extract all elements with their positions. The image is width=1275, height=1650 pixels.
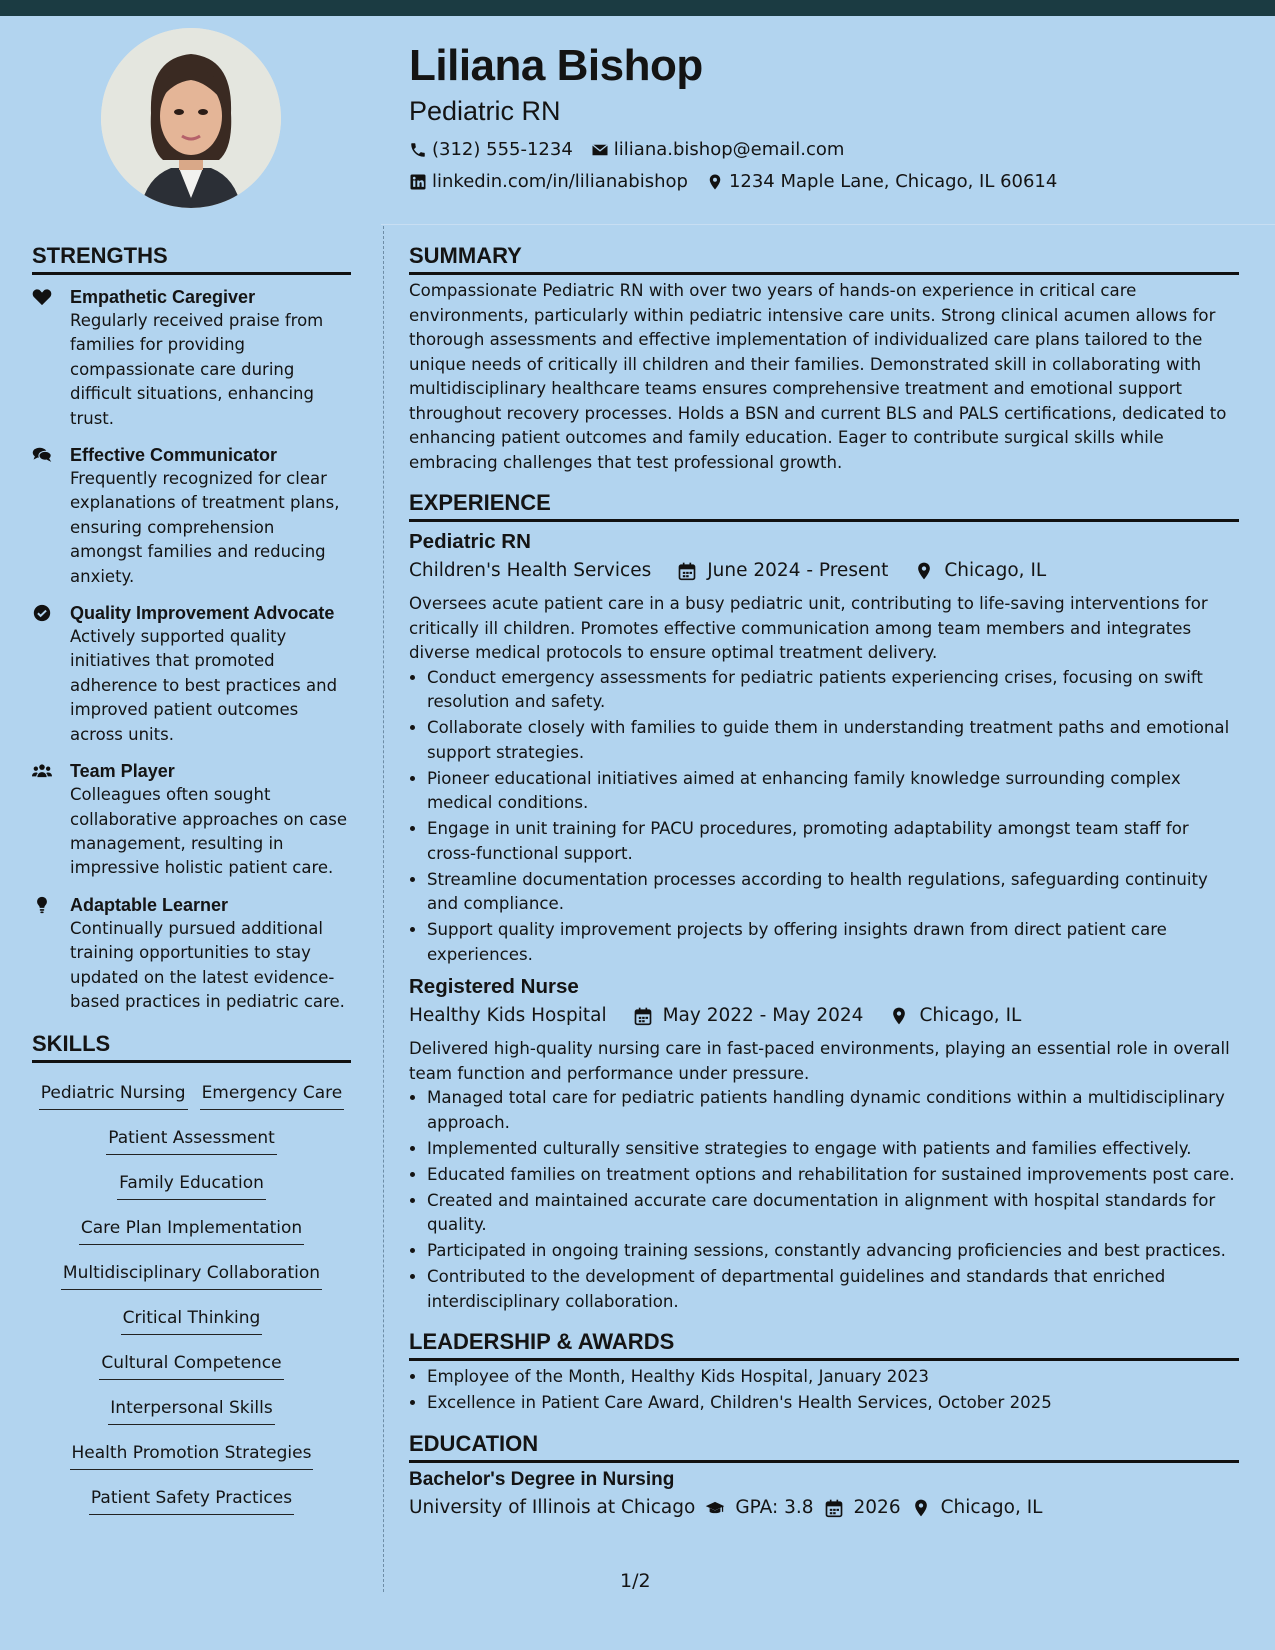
address-contact — [706, 166, 1057, 198]
bullet-item: • Contributed to the development of departmental guidelines and standards that enriched interdisciplinary collaboration. — [427, 1265, 1239, 1314]
job-dates: June 2024 - Present — [707, 560, 889, 581]
lightbulb-icon — [32, 893, 56, 1015]
job-dates: May 2022 - May 2024 — [662, 1005, 864, 1026]
strength-title: Adaptable Learner — [70, 894, 229, 915]
experience-heading: EXPERIENCE — [409, 489, 1239, 522]
column-divider — [383, 226, 384, 1592]
bullet-item: • Conduct emergency assessments for pediatric patients experiencing crises, focusing on swift resolution and safety. — [427, 666, 1239, 715]
graduation-cap-icon — [705, 1498, 725, 1518]
contact-row-1 — [409, 134, 1249, 166]
strength-item — [32, 759, 351, 881]
skills-list — [32, 1073, 351, 1523]
education-meta — [409, 1493, 1239, 1523]
left-column — [32, 242, 351, 1523]
map-marker-icon — [914, 561, 934, 581]
bullet-item: • Collaborate closely with families to guide them in understanding treatment paths and emotional support strategies. — [427, 716, 1239, 765]
phone-icon — [409, 141, 427, 159]
skill-tag: Critical Thinking — [121, 1304, 263, 1335]
graduation-year: 2026 — [853, 1496, 901, 1518]
candidate-role: Pediatric RN — [409, 96, 561, 126]
strength-item — [32, 893, 351, 1015]
bullet-item: • Engage in unit training for PACU procedures, promoting adaptability amongst team staff for cross-functional support. — [427, 817, 1239, 866]
bullet-item: • Managed total care for pediatric patients handling dynamic conditions within a multidisciplinary approach. — [427, 1086, 1239, 1135]
strengths-list — [32, 285, 351, 1014]
email-contact[interactable] — [591, 134, 845, 166]
strength-item — [32, 443, 351, 589]
email-text: liliana.bishop@email.com — [613, 139, 845, 160]
degree-title: Bachelor's Degree in Nursing — [409, 1468, 675, 1490]
job-bullets — [409, 1086, 1239, 1314]
phone-text: (312) 555-1234 — [432, 139, 573, 160]
awards-heading: LEADERSHIP & AWARDS — [409, 1328, 1239, 1361]
strength-item — [32, 601, 351, 747]
job-bullets — [409, 666, 1239, 968]
strength-description: Regularly received praise from families for providing compassionate care during difficult situations, enhancing trust. — [70, 311, 324, 428]
strength-title: Quality Improvement Advocate — [70, 603, 335, 624]
check-circle-icon — [32, 601, 56, 747]
school-name: University of Illinois at Chicago — [409, 1496, 696, 1518]
strength-description: Continually pursued additional training opportunities to stay updated on the latest evidence-based practices in pediatric care. — [70, 918, 345, 1011]
summary-text: Compassionate Pediatric RN with over two years of hands-on experience in critical care environments, particularly within pediatric intensive care units. Strong clinical acumen allows for thorough assessments and effective implementation of individualized care plans tailored to the unique needs of critically ill children and their families. Demonstrated skill in collaborating with multidisciplinary healthcare teams ensures comprehensive treatment and emotional support throughout recovery processes. Holds a BSN and current BLS and PALS certifications, dedicated to enhancing patient outcomes and family education. Eager to contribute surgical skills while embracing challenges that test professional growth. — [409, 281, 1227, 472]
users-icon — [32, 759, 56, 881]
calendar-icon — [633, 1006, 653, 1026]
skill-tag: Patient Assessment — [106, 1124, 277, 1155]
skill-tag: Health Promotion Strategies — [70, 1439, 314, 1470]
page-number: 1/2 — [620, 1570, 651, 1592]
heart-icon — [32, 285, 56, 431]
bullet-item: • Pioneer educational initiatives aimed at enhancing family knowledge surrounding complex medical conditions. — [427, 767, 1239, 816]
job-title: Pediatric RN — [409, 530, 531, 553]
top-accent-bar — [0, 0, 1275, 16]
skill-tag: Family Education — [117, 1169, 266, 1200]
skill-tag: Patient Safety Practices — [89, 1484, 294, 1515]
strength-title: Team Player — [70, 761, 175, 782]
job-entry — [409, 528, 1239, 967]
header-separator — [381, 224, 1275, 225]
strength-title: Effective Communicator — [70, 445, 278, 466]
job-location: Chicago, IL — [944, 560, 1047, 581]
map-marker-icon — [911, 1498, 931, 1518]
map-marker-icon — [889, 1006, 909, 1026]
employer: Children's Health Services — [409, 560, 652, 581]
skill-tag: Multidisciplinary Collaboration — [61, 1259, 322, 1290]
bullet-item: • Participated in ongoing training sessions, constantly advancing proficiencies and best practices. — [427, 1239, 1239, 1264]
job-location: Chicago, IL — [919, 1005, 1022, 1026]
job-meta — [409, 1001, 1239, 1031]
education-location: Chicago, IL — [940, 1496, 1043, 1518]
linkedin-text: linkedin.com/in/lilianabishop — [432, 171, 688, 192]
education-heading: EDUCATION — [409, 1430, 1239, 1463]
education-section — [409, 1430, 1239, 1523]
employer: Healthy Kids Hospital — [409, 1005, 607, 1026]
comments-icon — [32, 443, 56, 589]
skill-tag: Emergency Care — [200, 1079, 345, 1110]
summary-heading: SUMMARY — [409, 242, 1239, 275]
job-entry — [409, 973, 1239, 1314]
strength-description: Actively supported quality initiatives that promoted adherence to best practices and improved patient outcomes across units. — [70, 627, 338, 744]
gpa: GPA: 3.8 — [735, 1496, 814, 1518]
phone-contact — [409, 134, 573, 166]
calendar-icon — [677, 561, 697, 581]
award-item: • Excellence in Patient Care Award, Children's Health Services, October 2025 — [427, 1391, 1239, 1416]
awards-section — [409, 1328, 1239, 1416]
resume-header — [409, 40, 1249, 198]
bullet-item: • Implemented culturally sensitive strategies to engage with patients and families effectively. — [427, 1137, 1239, 1162]
right-column — [409, 242, 1239, 1537]
linkedin-icon — [409, 173, 427, 191]
summary-section — [409, 242, 1239, 475]
contact-row-2 — [409, 166, 1249, 198]
job-description: Oversees acute patient care in a busy pediatric unit, contributing to life-saving interventions for critically ill children. Promotes effective communication among team members and integrates diverse medical protocols to ensure optimal treatment delivery. — [409, 594, 1208, 662]
job-meta — [409, 556, 1239, 586]
bullet-item: • Educated families on treatment options and rehabilitation for sustained improvements post care. — [427, 1163, 1239, 1188]
portrait-illustration — [101, 28, 281, 208]
profile-photo — [101, 28, 281, 208]
skills-heading: SKILLS — [32, 1030, 351, 1063]
bullet-item: • Streamline documentation processes according to health regulations, safeguarding continuity and compliance. — [427, 868, 1239, 917]
linkedin-contact[interactable] — [409, 166, 688, 198]
strength-item — [32, 285, 351, 431]
strength-description: Frequently recognized for clear explanations of treatment plans, ensuring comprehension amongst families and reducing anxiety. — [70, 469, 340, 586]
job-description: Delivered high-quality nursing care in fast-paced environments, playing an essential role in overall team function and performance under pressure. — [409, 1039, 1230, 1083]
bullet-item: • Support quality improvement projects by offering insights drawn from direct patient care experiences. — [427, 918, 1239, 967]
awards-list — [409, 1365, 1239, 1416]
strength-title: Empathetic Caregiver — [70, 287, 256, 307]
strengths-heading: STRENGTHS — [32, 242, 351, 275]
skill-tag: Interpersonal Skills — [108, 1394, 274, 1425]
job-title: Registered Nurse — [409, 975, 579, 998]
calendar-icon — [824, 1498, 844, 1518]
address-text: 1234 Maple Lane, Chicago, IL 60614 — [728, 171, 1058, 192]
envelope-icon — [591, 141, 609, 159]
bullet-item: • Created and maintained accurate care documentation in alignment with hospital standards for quality. — [427, 1189, 1239, 1238]
experience-section — [409, 489, 1239, 1314]
map-marker-icon — [706, 173, 724, 191]
skill-tag: Cultural Competence — [99, 1349, 283, 1380]
strength-description: Colleagues often sought collaborative approaches on case management, resulting in impressive holistic patient care. — [70, 785, 348, 878]
award-item: • Employee of the Month, Healthy Kids Hospital, January 2023 — [427, 1365, 1239, 1390]
skill-tag: Pediatric Nursing — [39, 1079, 188, 1110]
candidate-name: Liliana Bishop — [409, 41, 703, 90]
skill-tag: Care Plan Implementation — [79, 1214, 304, 1245]
